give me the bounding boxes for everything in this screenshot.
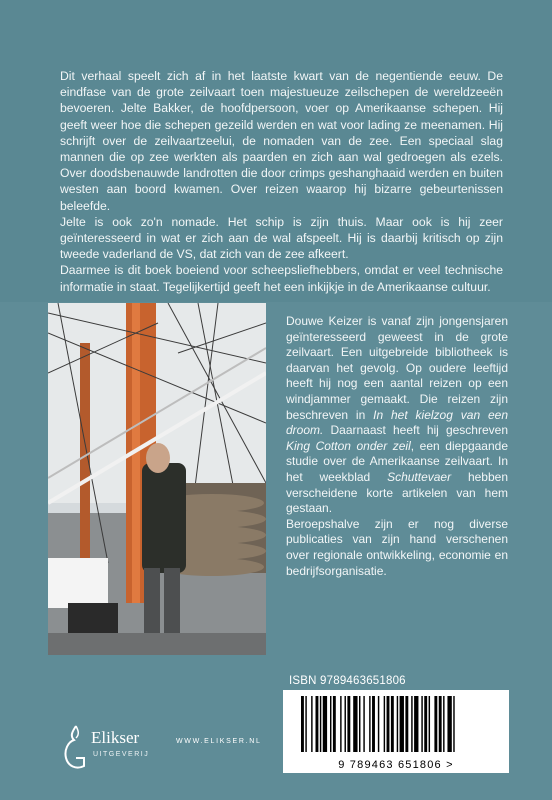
publisher-subtitle: UITGEVERIJ [93,751,150,758]
book-title-kielzog: In het kielzog van een droom. [286,407,509,438]
publisher-website: WWW.ELIKSER.NL [176,738,262,745]
bio-paragraph-1 [286,314,508,517]
barcode-digits: 9 789463 651806 > [338,759,454,771]
back-cover-blurb [60,68,503,295]
author-photo [48,303,266,655]
isbn-label: ISBN 9789463651806 [289,675,406,687]
elikser-logo-icon [60,724,92,774]
book-title-king-cotton: King Cotton onder zeil [286,438,411,453]
bio-text-b: Daarnaast heeft hij geschreven [323,423,508,438]
bio-text-a: Douwe Keizer is vanaf zijn jongensjaren geïnteresseerd geweest in de grote zeilvaart. Een uitgebreide bibliotheek is daarvan het gevolg. Op oudere leeftijd heeft hij nog een aantal reizen op een windjammer gemaakt. Die reizen zijn beschreven in [286,314,508,422]
bio-text-c: , een diepgaande studie over de Amerikaanse zeilvaart. In het weekblad [286,438,508,484]
magazine-title-schuttevaer: Schuttevaer [387,469,452,484]
publisher-logo [60,724,170,774]
blurb-paragraph-3: Daarmee is dit boek boeiend voor scheepsliefhebbers, omdat er veel technische informatie in staat. Tegelijkertijd geeft het een inkijkje in de Amerikaanse cultuur. [60,263,503,294]
barcode-bars [283,690,509,758]
isbn-barcode [283,690,509,773]
blurb-paragraph-2: Jelte is ook zo'n nomade. Het schip is zijn thuis. Maar ook is hij zeer geïnteresseerd in wat er zich aan de wal afspeelt. Hij is daarbij kritisch op zijn tweede vaderland de VS, dat zich van de zee afkeert. [60,214,503,262]
bio-paragraph-2: Beroepshalve zijn er nog diverse publicaties van zijn hand verschenen over regionale ontwikkeling, economie en bedrijfsorganisatie. [286,516,508,578]
author-bio [286,314,508,579]
bio-text-d: hebben verscheidene korte artikelen van hem gestaan. [286,469,508,516]
publisher-name: Elikser [91,728,140,747]
blurb-paragraph-1: Dit verhaal speelt zich af in het laatste kwart van de negentiende eeuw. De eindfase van de grote zeilvaart toen majestueuze zeilschepen de wereldzeeën bevoeren. Jelte Bakker, de hoofdpersoon, voer op Amerikaanse schepen. Hij geeft weer hoe die schepen gezeild werden en wat voor lading ze meenamen. Hij schrijft over de zeilvaartzeelui, de nomaden van de zee. Een speciaal slag mannen die op zee werkten als paarden en zich aan wal gedroegen als ezels. Over doodsbenauwde landrotten die door crimps geshanghaaid werden en buiten westen aan boord kwamen. Over reizen waarop hij bizarre gebeurtenissen beleefde. [60,69,503,213]
